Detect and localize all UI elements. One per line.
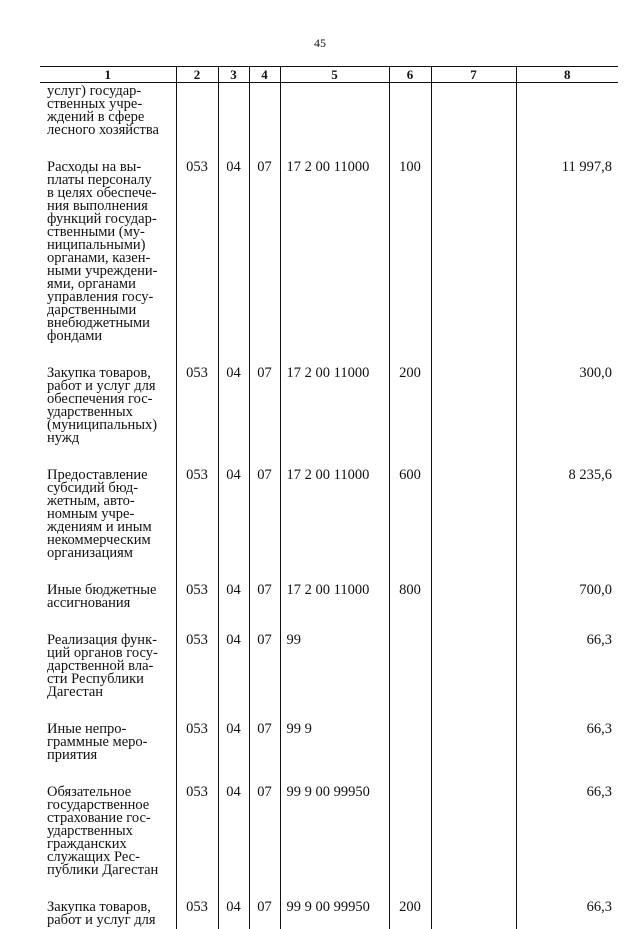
col7-cell [431,889,516,929]
item-name-line: (муниципальных) [47,419,173,432]
subsection-code-cell: 07 [249,355,280,457]
col7-cell [431,572,516,622]
item-name-cell [40,711,176,774]
col7-cell [431,457,516,572]
item-name-line: граммные меро- [47,736,173,749]
item-name-line: ственных учре- [47,98,173,111]
subsection-code-cell: 07 [249,457,280,572]
item-name-line: публики Дагестан [47,864,173,877]
page-number: 45 [0,36,640,51]
item-name-cell [40,149,176,355]
table-row [40,355,618,457]
section-code-cell: 04 [218,622,249,711]
col-header-5: 5 [280,67,389,83]
table-body [40,83,618,929]
table-header-row [40,67,618,83]
item-name-line: Расходы на вы- [47,161,173,174]
item-name-line: государственное [47,799,173,812]
table-row [40,457,618,572]
item-name-line: Реализация функ- [47,634,173,647]
item-name-line: ными учреждени- [47,265,173,278]
expense-type-cell: 100 [389,149,431,355]
item-name-line: номным учре- [47,508,173,521]
item-name-line: лесного хозяйства [47,124,173,137]
col-header-7: 7 [431,67,516,83]
expense-type-cell [389,83,431,150]
item-name-line: организациям [47,547,173,560]
item-name-cell [40,83,176,150]
target-article-cell [280,83,389,150]
item-name-line: обеспечения гос- [47,393,173,406]
ministry-code-cell: 053 [176,711,218,774]
item-name-cell [40,457,176,572]
item-name-line: ударственных [47,825,173,838]
ministry-code-cell: 053 [176,572,218,622]
amount-cell: 11 997,8 [516,149,618,355]
item-name-cell [40,622,176,711]
item-name-cell [40,572,176,622]
section-code-cell: 04 [218,355,249,457]
section-code-cell: 04 [218,572,249,622]
table-row [40,774,618,889]
table-row [40,149,618,355]
col-header-3: 3 [218,67,249,83]
item-name-line: ственными (му- [47,226,173,239]
subsection-code-cell: 07 [249,774,280,889]
item-name-line: Иные бюджетные [47,584,173,597]
table-row [40,622,618,711]
ministry-code-cell: 053 [176,149,218,355]
col7-cell [431,149,516,355]
ministry-code-cell: 053 [176,355,218,457]
item-name-line: ниципальными) [47,239,173,252]
item-name-line: дарственными [47,304,173,317]
amount-cell: 66,3 [516,711,618,774]
target-article-cell: 17 2 00 11000 [280,149,389,355]
target-article-cell: 99 [280,622,389,711]
expense-type-cell [389,774,431,889]
item-name-line: работ и услуг для [47,380,173,393]
item-name-line: ассигнования [47,597,173,610]
section-code-cell: 04 [218,889,249,929]
item-name-line: ударственных [47,406,173,419]
amount-cell: 700,0 [516,572,618,622]
col-header-8: 8 [516,67,618,83]
item-name-line: служащих Рес- [47,851,173,864]
item-name-cell [40,889,176,929]
ministry-code-cell: 053 [176,457,218,572]
amount-cell: 300,0 [516,355,618,457]
col7-cell [431,622,516,711]
subsection-code-cell: 07 [249,572,280,622]
target-article-cell: 99 9 [280,711,389,774]
item-name-line: ждений в сфере [47,111,173,124]
table-row [40,711,618,774]
ministry-code-cell [176,83,218,150]
col-header-4: 4 [249,67,280,83]
item-name-line: Обязательное [47,786,173,799]
item-name-line: сти Республики [47,673,173,686]
item-name-line: Дагестан [47,686,173,699]
item-name-line: ями, органами [47,278,173,291]
item-name-line: Иные непро- [47,723,173,736]
expense-type-cell [389,711,431,774]
item-name-line: Закупка товаров, [47,901,173,914]
expense-type-cell: 200 [389,355,431,457]
item-name-line: в целях обеспече- [47,187,173,200]
subsection-code-cell: 07 [249,149,280,355]
section-code-cell [218,83,249,150]
subsection-code-cell: 07 [249,889,280,929]
amount-cell: 66,3 [516,889,618,929]
subsection-code-cell [249,83,280,150]
target-article-cell: 17 2 00 11000 [280,457,389,572]
ministry-code-cell: 053 [176,889,218,929]
expense-type-cell [389,622,431,711]
item-name-line: ций органов госу- [47,647,173,660]
item-name-line: работ и услуг для [47,914,173,927]
item-name-line: ния выполнения [47,200,173,213]
col7-cell [431,711,516,774]
ministry-code-cell: 053 [176,774,218,889]
table-row [40,572,618,622]
item-name-line: услуг) государ- [47,85,173,98]
col-header-2: 2 [176,67,218,83]
item-name-line: внебюджетными [47,317,173,330]
target-article-cell: 99 9 00 99950 [280,774,389,889]
col7-cell [431,83,516,150]
expense-type-cell: 200 [389,889,431,929]
item-name-line: нужд [47,432,173,445]
target-article-cell: 17 2 00 11000 [280,355,389,457]
expense-type-cell: 800 [389,572,431,622]
item-name-line: Закупка товаров, [47,367,173,380]
col7-cell [431,774,516,889]
subsection-code-cell: 07 [249,622,280,711]
amount-cell [516,83,618,150]
col7-cell [431,355,516,457]
item-name-line: страхование гос- [47,812,173,825]
section-code-cell: 04 [218,457,249,572]
item-name-line: Предоставление [47,469,173,482]
item-name-line: платы персоналу [47,174,173,187]
item-name-cell [40,774,176,889]
item-name-line: органами, казен- [47,252,173,265]
item-name-line: дарственной вла- [47,660,173,673]
target-article-cell: 17 2 00 11000 [280,572,389,622]
amount-cell: 66,3 [516,774,618,889]
section-code-cell: 04 [218,149,249,355]
item-name-line: некоммерческим [47,534,173,547]
item-name-line: фондами [47,330,173,343]
item-name-line: управления госу- [47,291,173,304]
target-article-cell: 99 9 00 99950 [280,889,389,929]
section-code-cell: 04 [218,711,249,774]
expense-type-cell: 600 [389,457,431,572]
budget-table [40,66,618,929]
ministry-code-cell: 053 [176,622,218,711]
item-name-line: субсидий бюд- [47,482,173,495]
table-row [40,83,618,150]
subsection-code-cell: 07 [249,711,280,774]
col-header-1: 1 [40,67,176,83]
item-name-line: приятия [47,749,173,762]
table-row [40,889,618,929]
item-name-line: функций государ- [47,213,173,226]
item-name-line: ждениям и иным [47,521,173,534]
amount-cell: 66,3 [516,622,618,711]
section-code-cell: 04 [218,774,249,889]
item-name-cell [40,355,176,457]
amount-cell: 8 235,6 [516,457,618,572]
item-name-line: жетным, авто- [47,495,173,508]
col-header-6: 6 [389,67,431,83]
item-name-line: гражданских [47,838,173,851]
